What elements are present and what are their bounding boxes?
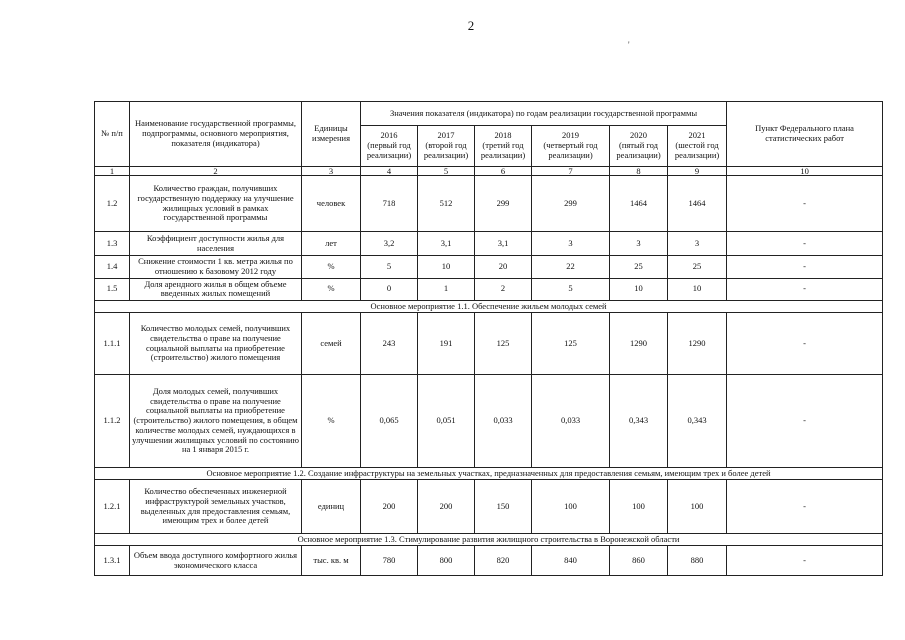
row-number: 1.5: [95, 278, 130, 301]
year-value: 3,2: [361, 232, 418, 256]
row-number: 1.3: [95, 232, 130, 256]
year-value: 25: [610, 256, 668, 279]
header-year-2: [475, 126, 532, 167]
year-value: 0,033: [532, 375, 610, 468]
year-value: 10: [668, 278, 727, 301]
table-row: [95, 256, 883, 279]
year-value: 191: [418, 313, 475, 375]
year-value: 1290: [668, 313, 727, 375]
row-number: 1.1.2: [95, 375, 130, 468]
indicator-name: Доля арендного жилья в общем объеме введенных жилых помещений: [130, 278, 302, 301]
stray-mark: ': [628, 40, 630, 50]
federal-plan-item: -: [727, 278, 883, 301]
year-value: 3,1: [475, 232, 532, 256]
year-value: 5: [361, 256, 418, 279]
header-year-number: 2016: [380, 130, 398, 141]
year-value: 200: [418, 480, 475, 534]
year-value: 718: [361, 176, 418, 232]
section-title: Основное мероприятие 1.2. Создание инфраструктуры на земельных участках, предназначенных для предоставления семьям, имеющим трех и более детей: [95, 468, 883, 480]
table-row: [95, 375, 883, 468]
year-value: 780: [361, 546, 418, 576]
row-number: 1.3.1: [95, 546, 130, 576]
federal-plan-item: -: [727, 313, 883, 375]
federal-plan-item: -: [727, 375, 883, 468]
indicators-body: [95, 176, 883, 576]
year-value: 1464: [668, 176, 727, 232]
unit-of-measure: тыс. кв. м: [302, 546, 361, 576]
header-year-number: 2019: [562, 130, 579, 141]
table-row: [95, 480, 883, 534]
year-value: 800: [418, 546, 475, 576]
unit-of-measure: человек: [302, 176, 361, 232]
table-row: [95, 176, 883, 232]
year-value: 125: [475, 313, 532, 375]
year-value: 100: [610, 480, 668, 534]
section-title: Основное мероприятие 1.1. Обеспечение жильем молодых семей: [95, 301, 883, 313]
year-value: 0,343: [668, 375, 727, 468]
column-number: 2: [130, 167, 302, 176]
column-number: 6: [475, 167, 532, 176]
indicator-name: Снижение стоимости 1 кв. метра жилья по отношению к базовому 2012 году: [130, 256, 302, 279]
header-year-label: (шестой год реализации): [674, 140, 720, 160]
year-value: 10: [418, 256, 475, 279]
column-number: 4: [361, 167, 418, 176]
year-value: 0,033: [475, 375, 532, 468]
year-value: 0,343: [610, 375, 668, 468]
page-number: 2: [467, 18, 475, 33]
year-value: 0: [361, 278, 418, 301]
header-year-label: (первый год реализации): [366, 140, 412, 160]
unit-of-measure: %: [302, 375, 361, 468]
federal-plan-item: -: [727, 176, 883, 232]
year-value: 512: [418, 176, 475, 232]
year-value: 3: [610, 232, 668, 256]
table-row: [95, 546, 883, 576]
year-value: 100: [532, 480, 610, 534]
row-number: 1.1.1: [95, 313, 130, 375]
year-value: 0,051: [418, 375, 475, 468]
unit-of-measure: лет: [302, 232, 361, 256]
indicator-name: Объем ввода доступного комфортного жилья экономического класса: [130, 546, 302, 576]
year-value: 820: [475, 546, 532, 576]
year-value: 1: [418, 278, 475, 301]
header-year-label: (второй год реализации): [423, 140, 469, 160]
indicator-name: Доля молодых семей, получивших свидетельства о праве на получение социальной выплаты на приобретение (строительство) жилого помещения, в общем количестве молодых семей, нуждающихся в улучшении жилищных условий по состоянию на 1 января 2015 г.: [130, 375, 302, 468]
year-value: 25: [668, 256, 727, 279]
year-value: 2: [475, 278, 532, 301]
header-federal-plan: Пункт Федерального плана статистических работ: [727, 102, 883, 167]
year-value: 20: [475, 256, 532, 279]
column-number: 8: [610, 167, 668, 176]
year-value: 10: [610, 278, 668, 301]
column-number: 3: [302, 167, 361, 176]
year-value: 243: [361, 313, 418, 375]
header-name: Наименование государственной программы, подпрограммы, основного мероприятия, показателя (индикатора): [130, 102, 302, 167]
year-value: 100: [668, 480, 727, 534]
year-value: 299: [475, 176, 532, 232]
column-number: 10: [727, 167, 883, 176]
indicator-name: Количество граждан, получивших государственную поддержку на улучшение жилищных условий в рамках государственной программы: [130, 176, 302, 232]
header-values-group: Значения показателя (индикатора) по годам реализации государственной программы: [361, 102, 727, 126]
year-value: 1290: [610, 313, 668, 375]
year-value: 880: [668, 546, 727, 576]
unit-of-measure: %: [302, 256, 361, 279]
year-value: 299: [532, 176, 610, 232]
header-year-number: 2020: [630, 130, 647, 141]
header-year-label: (пятый год реализации): [616, 140, 661, 160]
year-value: 860: [610, 546, 668, 576]
unit-of-measure: %: [302, 278, 361, 301]
table-row: [95, 313, 883, 375]
indicator-name: Количество обеспеченных инженерной инфраструктурой земельных участков, выделенных для предоставления семьям, имеющим трех и более детей: [130, 480, 302, 534]
year-value: 22: [532, 256, 610, 279]
year-value: 200: [361, 480, 418, 534]
header-column-numbers: [95, 167, 883, 176]
indicator-name: Количество молодых семей, получивших свидетельства о праве на получение социальной выплаты на приобретение (строительство) жилого помещения: [130, 313, 302, 375]
row-number: 1.4: [95, 256, 130, 279]
year-value: 5: [532, 278, 610, 301]
year-value: 1464: [610, 176, 668, 232]
indicator-name: Коэффициент доступности жилья для населения: [130, 232, 302, 256]
year-value: 150: [475, 480, 532, 534]
section-row: [95, 534, 883, 546]
year-value: 0,065: [361, 375, 418, 468]
indicators-table: [94, 101, 883, 576]
header-year-label: (четвертый год реализации): [543, 140, 598, 160]
header-num: № п/п: [95, 102, 130, 167]
header-year-4: [610, 126, 668, 167]
header-year-number: 2018: [494, 130, 512, 141]
row-number: 1.2: [95, 176, 130, 232]
unit-of-measure: единиц: [302, 480, 361, 534]
column-number: 7: [532, 167, 610, 176]
year-value: 3,1: [418, 232, 475, 256]
table-row: [95, 278, 883, 301]
column-number: 5: [418, 167, 475, 176]
header-year-label: (третий год реализации): [480, 140, 526, 160]
year-value: 840: [532, 546, 610, 576]
year-value: 125: [532, 313, 610, 375]
row-number: 1.2.1: [95, 480, 130, 534]
table-row: [95, 232, 883, 256]
header-year-1: [418, 126, 475, 167]
column-number: 1: [95, 167, 130, 176]
year-value: 3: [668, 232, 727, 256]
header-year-0: [361, 126, 418, 167]
federal-plan-item: -: [727, 480, 883, 534]
header-year-3: [532, 126, 610, 167]
section-row: [95, 301, 883, 313]
unit-of-measure: семей: [302, 313, 361, 375]
header-year-number: 2017: [437, 130, 455, 141]
section-title: Основное мероприятие 1.3. Стимулирование развития жилищного строительства в Воронежской области: [95, 534, 883, 546]
header-year-number: 2021: [688, 130, 706, 141]
federal-plan-item: -: [727, 256, 883, 279]
federal-plan-item: -: [727, 232, 883, 256]
year-value: 3: [532, 232, 610, 256]
header-year-5: [668, 126, 727, 167]
column-number: 9: [668, 167, 727, 176]
federal-plan-item: -: [727, 546, 883, 576]
header-units: Единицы измерения: [302, 102, 361, 167]
section-row: [95, 468, 883, 480]
